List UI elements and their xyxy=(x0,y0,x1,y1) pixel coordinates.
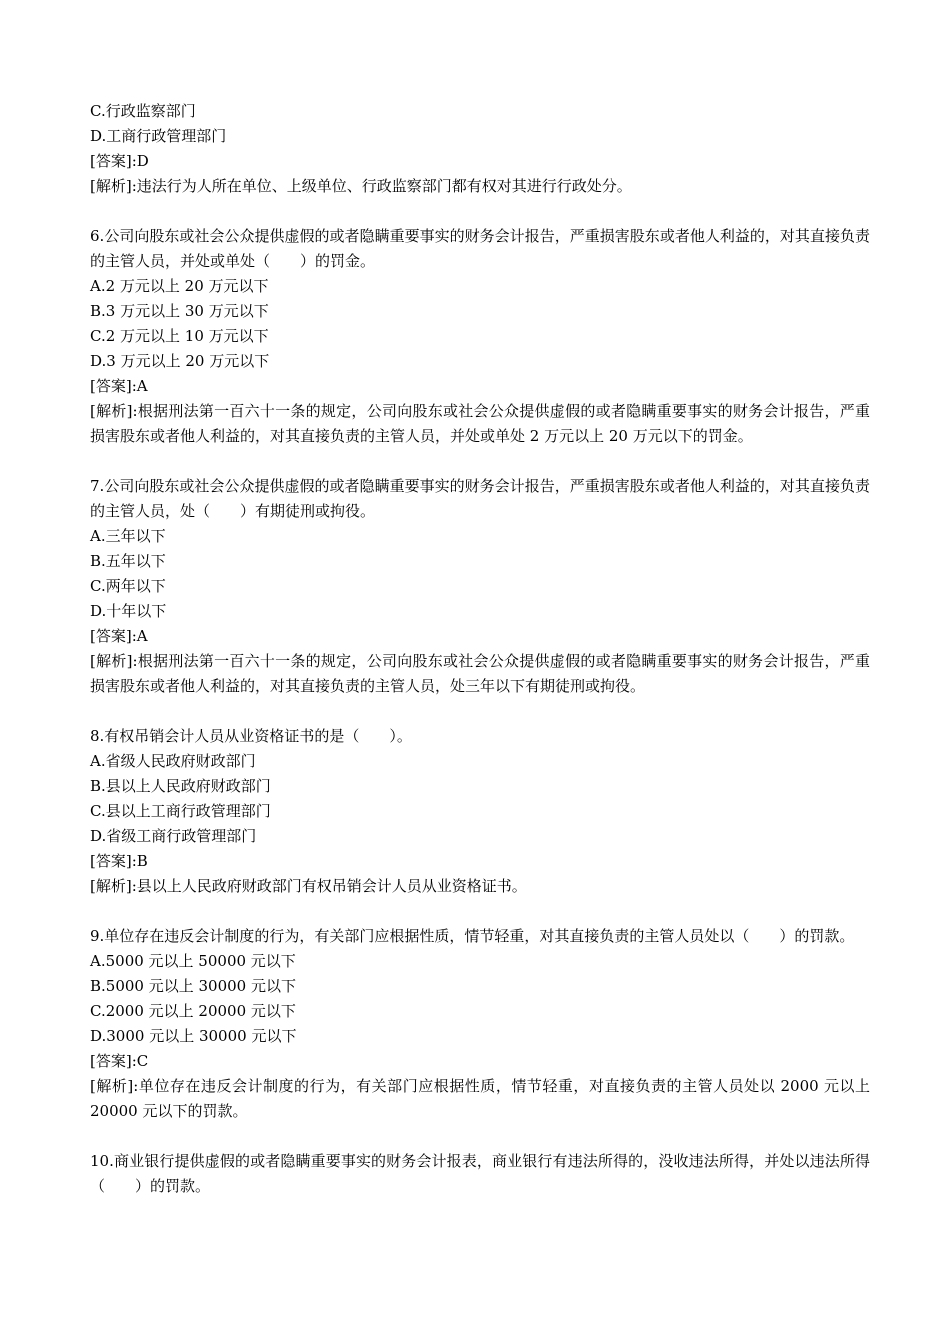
analysis: [解析]:单位存在违反会计制度的行为，有关部门应根据性质，情节轻重，对直接负责的主管人员处以 2000 元以上 20000 元以下的罚款。 xyxy=(90,1077,870,1120)
answer: [答案]:D xyxy=(90,152,149,170)
question-9 xyxy=(90,924,870,1124)
question-stem: 10.商业银行提供虚假的或者隐瞒重要事实的财务会计报表，商业银行有违法所得的，没收违法所得，并处以违法所得（ ）的罚款。 xyxy=(90,1152,870,1195)
option-a: A.三年以下 xyxy=(90,527,166,545)
question-7 xyxy=(90,474,870,699)
answer: [答案]:A xyxy=(90,627,148,645)
question-stem: 7.公司向股东或社会公众提供虚假的或者隐瞒重要事实的财务会计报告，严重损害股东或者他人利益的，对其直接负责的主管人员，处（ ）有期徒刑或拘役。 xyxy=(90,477,870,520)
option-c: C.两年以下 xyxy=(90,577,166,595)
option-b: B.3 万元以上 30 万元以下 xyxy=(90,302,269,320)
option-d: D.省级工商行政管理部门 xyxy=(90,827,257,845)
answer: [答案]:A xyxy=(90,377,148,395)
option-c: C.2000 元以上 20000 元以下 xyxy=(90,1002,296,1020)
question-6 xyxy=(90,224,870,449)
option-c: C.行政监察部门 xyxy=(90,102,196,120)
question-8 xyxy=(90,724,870,899)
question-stem: 6.公司向股东或社会公众提供虚假的或者隐瞒重要事实的财务会计报告，严重损害股东或者他人利益的，对其直接负责的主管人员，并处或单处（ ）的罚金。 xyxy=(90,227,870,270)
option-d: D.3000 元以上 30000 元以下 xyxy=(90,1027,297,1045)
question-10 xyxy=(90,1149,870,1199)
answer: [答案]:B xyxy=(90,852,148,870)
analysis: [解析]:根据刑法第一百六十一条的规定，公司向股东或社会公众提供虚假的或者隐瞒重要事实的财务会计报告，严重损害股东或者他人利益的，对其直接负责的主管人员，并处或单处 2 万元以上 20 万元以下的罚金。 xyxy=(90,402,870,445)
option-b: B.5000 元以上 30000 元以下 xyxy=(90,977,296,995)
question-5-tail xyxy=(90,99,870,199)
option-b: B.五年以下 xyxy=(90,552,166,570)
question-stem: 8.有权吊销会计人员从业资格证书的是（ ）。 xyxy=(90,727,412,745)
option-d: D.工商行政管理部门 xyxy=(90,127,227,145)
option-d: D.十年以下 xyxy=(90,602,167,620)
option-c: C.县以上工商行政管理部门 xyxy=(90,802,271,820)
analysis: [解析]:根据刑法第一百六十一条的规定，公司向股东或社会公众提供虚假的或者隐瞒重要事实的财务会计报告，严重损害股东或者他人利益的，对其直接负责的主管人员，处三年以下有期徒刑或拘役。 xyxy=(90,652,870,695)
analysis: [解析]:违法行为人所在单位、上级单位、行政监察部门都有权对其进行行政处分。 xyxy=(90,177,632,195)
document-page xyxy=(90,99,870,1224)
option-c: C.2 万元以上 10 万元以下 xyxy=(90,327,269,345)
option-a: A.2 万元以上 20 万元以下 xyxy=(90,277,269,295)
option-d: D.3 万元以上 20 万元以下 xyxy=(90,352,270,370)
option-b: B.县以上人民政府财政部门 xyxy=(90,777,271,795)
question-stem: 9.单位存在违反会计制度的行为，有关部门应根据性质，情节轻重，对其直接负责的主管人员处以（ ）的罚款。 xyxy=(90,927,855,945)
option-a: A.5000 元以上 50000 元以下 xyxy=(90,952,296,970)
answer: [答案]:C xyxy=(90,1052,149,1070)
option-a: A.省级人民政府财政部门 xyxy=(90,752,256,770)
analysis: [解析]:县以上人民政府财政部门有权吊销会计人员从业资格证书。 xyxy=(90,877,527,895)
